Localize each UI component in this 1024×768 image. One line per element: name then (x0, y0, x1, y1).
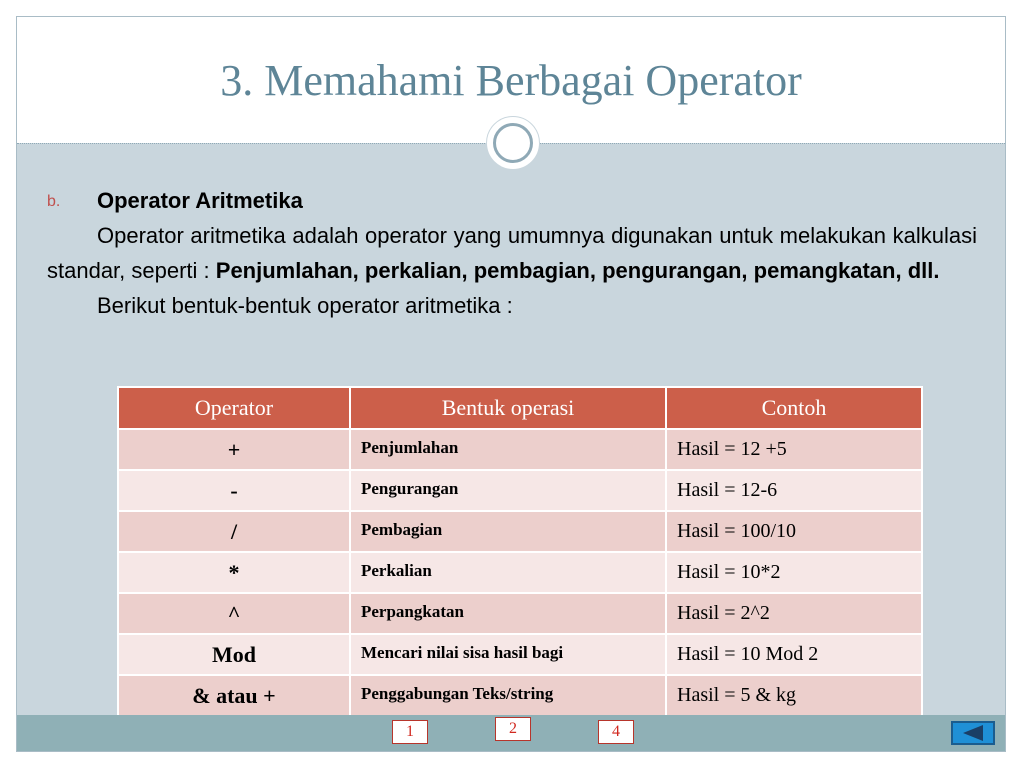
header-operator: Operator (118, 387, 350, 429)
triangle-left-icon (961, 725, 985, 741)
operator-cell: Mod (118, 634, 350, 675)
table-row (118, 634, 922, 675)
nav-button-1[interactable]: 1 (392, 720, 428, 744)
bullet-item (47, 183, 977, 218)
form-cell: Penggabungan Teks/string (350, 675, 666, 716)
operator-cell: ^ (118, 593, 350, 634)
table-intro: Berikut bentuk-bentuk operator aritmetika : (97, 293, 513, 318)
form-cell: Pembagian (350, 511, 666, 552)
section-heading: Operator Aritmetika (97, 188, 303, 213)
slide-content (47, 183, 977, 323)
example-cell: Hasil = 5 & kg (666, 675, 922, 716)
description-paragraph (47, 218, 977, 288)
table-row (118, 593, 922, 634)
table-row (118, 675, 922, 716)
table-row (118, 429, 922, 470)
footer-bar (17, 715, 1005, 752)
header-example: Contoh (666, 387, 922, 429)
operator-cell: * (118, 552, 350, 593)
form-cell: Penjumlahan (350, 429, 666, 470)
example-cell: Hasil = 10 Mod 2 (666, 634, 922, 675)
form-cell: Perpangkatan (350, 593, 666, 634)
example-cell: Hasil = 2^2 (666, 593, 922, 634)
nav-button-2[interactable]: 2 (495, 717, 531, 741)
slide-frame (16, 16, 1006, 752)
circle-ornament-inner (493, 123, 533, 163)
header-form: Bentuk operasi (350, 387, 666, 429)
table-header-row (118, 387, 922, 429)
nav-button-4[interactable]: 4 (598, 720, 634, 744)
example-cell: Hasil = 12 +5 (666, 429, 922, 470)
form-cell: Perkalian (350, 552, 666, 593)
description-bold-text: Penjumlahan, perkalian, pembagian, pengurangan, pemangkatan, dll. (215, 258, 940, 283)
slide-title: 3. Memahami Berbagai Operator (220, 56, 802, 105)
table-row (118, 552, 922, 593)
example-cell: Hasil = 10*2 (666, 552, 922, 593)
operator-cell: - (118, 470, 350, 511)
operator-cell: / (118, 511, 350, 552)
operator-cell: & atau + (118, 675, 350, 716)
circle-ornament-icon (486, 116, 540, 170)
operator-cell: + (118, 429, 350, 470)
operator-table (117, 386, 923, 717)
description-text: Operator aritmetika adalah operator yang umumnya digunakan untuk melakukan kalkulasi standar, seperti : (47, 223, 977, 283)
table-row (118, 470, 922, 511)
bullet-marker: b. (47, 193, 61, 210)
nav-back-button[interactable] (951, 721, 995, 745)
table-row (118, 511, 922, 552)
form-cell: Pengurangan (350, 470, 666, 511)
form-cell: Mencari nilai sisa hasil bagi (350, 634, 666, 675)
example-cell: Hasil = 12-6 (666, 470, 922, 511)
example-cell: Hasil = 100/10 (666, 511, 922, 552)
